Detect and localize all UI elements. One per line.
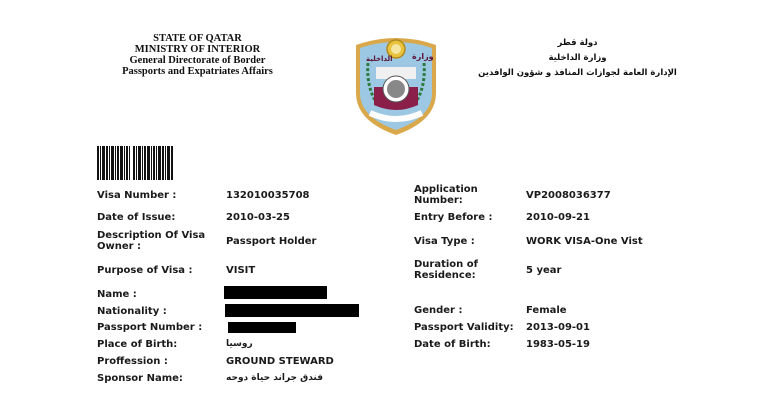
header-english: [100, 33, 295, 77]
label-visa-owner: Description Of Visa Owner :: [97, 230, 206, 252]
value-entry-before: 2010-09-21: [526, 212, 590, 223]
value-date-of-issue: 2010-03-25: [226, 212, 290, 223]
redacted-passport-number: [228, 322, 296, 333]
svg-text:الداخلية: الداخلية: [366, 55, 393, 63]
header-ar-state: دولة قطر: [557, 38, 598, 48]
header-line-state: STATE OF QATAR: [153, 33, 242, 44]
label-date-of-issue: Date of Issue:: [97, 212, 176, 223]
header-ar-directorate: الإدارة العامة لجوازات المنافذ و شؤون الوافدين: [478, 68, 677, 78]
emblem: [352, 33, 440, 137]
label-passport-validity: Passport Validity:: [414, 322, 514, 333]
value-profession: GROUND STEWARD: [226, 356, 334, 367]
value-date-of-birth: 1983-05-19: [526, 339, 590, 350]
label-visa-number: Visa Number :: [97, 190, 177, 201]
label-application-number: Application Number:: [414, 184, 478, 206]
redacted-name: [224, 286, 327, 299]
ministry-of-interior-emblem-icon: [352, 33, 440, 137]
value-visa-owner: Passport Holder: [226, 236, 317, 247]
header-line-directorate: General Directorate of Border: [129, 55, 266, 66]
label-name: Name :: [97, 289, 137, 300]
label-place-of-birth: Place of Birth:: [97, 339, 178, 350]
label-visa-type: Visa Type :: [414, 236, 475, 247]
value-visa-type: WORK VISA-One Vist: [526, 236, 643, 247]
label-nationality: Nationality :: [97, 306, 167, 317]
value-passport-validity: 2013-09-01: [526, 322, 590, 333]
value-visa-number: 132010035708: [226, 190, 310, 201]
label-date-of-birth: Date of Birth:: [414, 339, 491, 350]
label-gender: Gender :: [414, 305, 463, 316]
header-arabic: [470, 36, 685, 81]
value-purpose-of-visa: VISIT: [226, 265, 256, 276]
barcode-icon: [97, 146, 189, 180]
header-ar-ministry: وزارة الداخلية: [548, 53, 607, 63]
svg-text:وزارة: وزارة: [412, 52, 434, 61]
label-purpose-of-visa: Purpose of Visa :: [97, 265, 193, 276]
value-application-number: VP2008036377: [526, 190, 611, 201]
value-sponsor-name: فندق جراند حياة دوحه: [226, 373, 323, 383]
label-duration-of-residence: Duration of Residence:: [414, 259, 478, 281]
header-line-ministry: MINISTRY OF INTERIOR: [134, 44, 261, 55]
value-duration-of-residence: 5 year: [526, 265, 562, 276]
label-entry-before: Entry Before :: [414, 212, 493, 223]
label-profession: Proffession :: [97, 356, 168, 367]
value-gender: Female: [526, 305, 567, 316]
redacted-nationality: [225, 304, 359, 317]
label-sponsor-name: Sponsor Name:: [97, 373, 183, 384]
label-passport-number: Passport Number :: [97, 322, 203, 333]
header-line-passports: Passports and Expatriates Affairs: [122, 66, 273, 77]
value-place-of-birth: روسيا: [226, 339, 253, 349]
